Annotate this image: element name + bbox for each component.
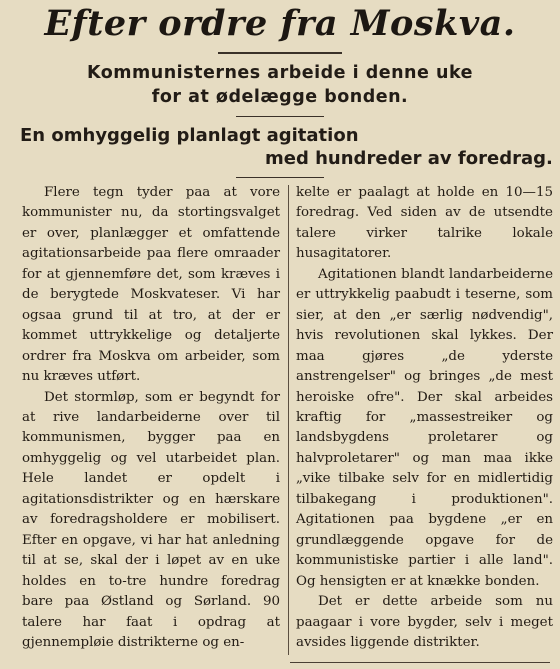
deck-line-1: En omhyggelig planlagt agitation bbox=[20, 125, 359, 146]
paragraph: kelte er paalagt at holde en 10—15 foredrag. Ved siden av de utsendte talere virker talrike lokale husagitatorer. bbox=[296, 185, 553, 262]
rule-under-deck bbox=[236, 177, 324, 178]
article-left-column bbox=[22, 183, 280, 653]
paragraph: Flere tegn tyder paa at vore kommunister nu, da stortingsvalget er over, planlægger et omfattende agitationsarbeide paa flere omraader for at gjennemføre det, som kræves i de berygtede Moskvateser. Vi har ogsaa grund til at tro, at der er kommet uttrykkelige og detaljerte ordrer fra Moskva om arbeider, som nu kræves utført. bbox=[22, 185, 280, 385]
subheading-line-2: for at ødelægge bonden. bbox=[151, 87, 409, 107]
paragraph: Det stormløp, som er begyndt for at rive landarbeiderne over til kommunismen, bygger paa en omhyggelig og vel utarbeidet plan. Hele landet er opdelt i agitationsdistrikter og en hærskare av foredragsholdere er mobilisert. Efter en opgave, vi har hat anledning til at se, skal der i løpet av en uke holdes en to-tre hundre foredrag bare paa Østland og Sørland. 90 talere har faat i opdrag at gjennempløie distrikterne og en- bbox=[22, 389, 280, 650]
subheading-line-1: Kommunisternes arbeide i denne uke bbox=[87, 63, 473, 83]
rule-under-headline bbox=[218, 52, 342, 54]
deck-line-2: med hundreder av foredrag. bbox=[265, 148, 553, 169]
bottom-rule bbox=[290, 662, 550, 663]
paragraph: Det er dette arbeide som nu paagaar i vore bygder, selv i meget avsides liggende distrikter. bbox=[296, 594, 553, 650]
article-right-column bbox=[296, 183, 553, 653]
deck bbox=[20, 124, 555, 170]
rule-under-subheading bbox=[236, 116, 324, 117]
paragraph: Agitationen blandt landarbeiderne er uttrykkelig paabudt i teserne, som sier, at den „er særlig nødvendig", hvis revolutionen skal lykkes. Der maa gjøres „de yderste anstrengelser" og bringes „de mest heroiske ofre". Der skal arbeides kraftig for „massestreiker og landsbygdens proletarer og halvproletarer" og man maa ikke „vike tilbake selv for en midlertidig tilbakegang i produktionen". Agitationen paa bygdene „er en grundlæggende opgave for de kommunistiske partier i alle land". Og hensigten er at knække bonden. bbox=[296, 266, 553, 589]
subheading bbox=[0, 61, 560, 109]
column-divider bbox=[288, 185, 289, 655]
headline: Efter ordre fra Moskva. bbox=[44, 3, 516, 44]
